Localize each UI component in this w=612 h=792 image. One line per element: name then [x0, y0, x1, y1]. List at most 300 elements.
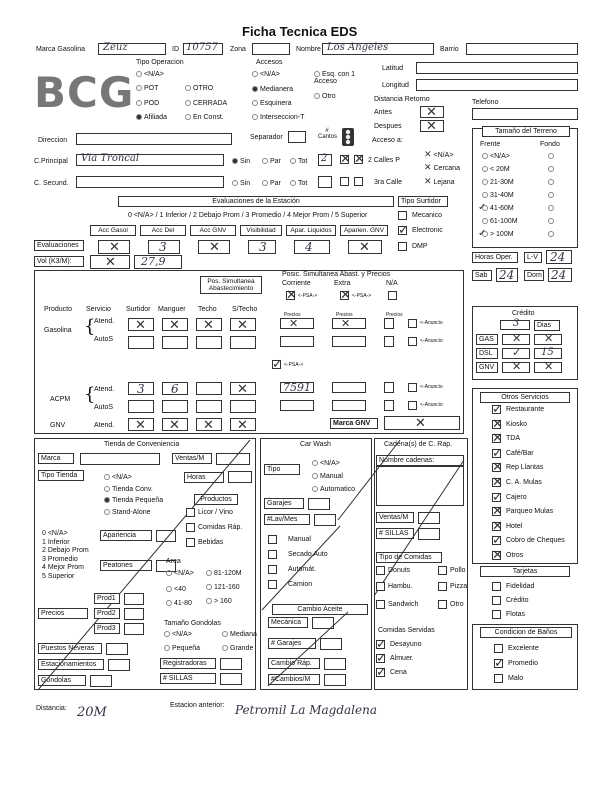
- lv-label: L-V: [524, 252, 542, 263]
- terreno-opt-3[interactable]: 31-40M: [482, 192, 514, 199]
- tarjeta-check-1[interactable]: [492, 596, 501, 605]
- cross-icon: ✕: [203, 418, 214, 433]
- cross-icon: ✕: [289, 317, 299, 330]
- terreno-opt-0[interactable]: <N/A>: [482, 153, 510, 160]
- gas-price-1-2[interactable]: [384, 336, 394, 347]
- acpm-autos-label: AutoS: [94, 404, 114, 411]
- cambio-aceite-title: Cambio Aceite: [272, 604, 368, 615]
- eval-col-4: Apar. Liquidos: [286, 225, 336, 236]
- acceso-esq-un[interactable]: Esq. con 1 Acceso: [314, 71, 356, 85]
- acpm-label: ACPM: [50, 396, 71, 403]
- terreno-opt-6[interactable]: > 100M: [482, 231, 514, 238]
- otros-label-4: Rep Llantas: [506, 464, 544, 472]
- longitud-label: Longitud: [382, 82, 409, 89]
- antes-field[interactable]: ✕: [420, 106, 444, 118]
- tienda-prod-label-1: Comidas Ráp.: [198, 524, 243, 531]
- tienda-tipo-opt-1[interactable]: Tienda Conv.: [104, 486, 153, 493]
- cadena-ventas-label: Ventas/M: [376, 512, 414, 523]
- terreno-opt-5[interactable]: 61-100M: [482, 218, 518, 225]
- comida-check-0[interactable]: [376, 566, 385, 575]
- terreno-fondo-radio-2[interactable]: [548, 179, 556, 186]
- gasolina-brace: {: [84, 316, 96, 337]
- area-opt-4[interactable]: 121-160: [206, 584, 240, 591]
- car-wash-check-label-0: Manual: [288, 536, 311, 543]
- car-wash-opt-2[interactable]: Automatico: [312, 486, 355, 493]
- credito-val-b-0[interactable]: [534, 334, 562, 345]
- evaluaciones-row-label: Evaluaciones: [34, 240, 84, 251]
- mark-icon: ✓: [376, 637, 387, 652]
- tipo-op-otro[interactable]: OTRO: [185, 85, 213, 92]
- acceso-interseccion[interactable]: Interseccion-T: [252, 114, 304, 121]
- eval-col-2: Acc GNV: [190, 225, 236, 236]
- car-wash-tipo-label: Tipo: [264, 464, 300, 475]
- tipo-op-na[interactable]: <N/A>: [136, 71, 164, 78]
- bano-check-2[interactable]: [494, 674, 503, 683]
- acpm-cell-1-2[interactable]: [196, 400, 222, 413]
- terreno-opt-4[interactable]: 41-60M: [482, 205, 514, 212]
- otros-label-6: Cajero: [506, 493, 527, 501]
- otros-label-2: TDA: [506, 435, 520, 443]
- anuncio-check-acpm-1[interactable]: [408, 401, 417, 410]
- tienda-productos-title: Productos: [194, 494, 238, 505]
- cross-icon: ✕: [512, 332, 522, 345]
- via-sin[interactable]: Sin: [232, 158, 250, 165]
- acpm-price-1-0[interactable]: [280, 400, 314, 411]
- acpm-price-0-2[interactable]: [384, 382, 394, 393]
- credito-val-b-2[interactable]: [534, 362, 562, 373]
- comida-check-4[interactable]: [376, 600, 385, 609]
- marca-label: Marca Gasolina: [36, 46, 86, 53]
- tarjeta-check-2[interactable]: [492, 610, 501, 619]
- acpm-cell-1-3[interactable]: [230, 400, 256, 413]
- tienda-prod-check-2[interactable]: [186, 538, 195, 547]
- anuncio-check-acpm-0[interactable]: [408, 383, 417, 392]
- evaluaciones-title: Evaluaciones de la Estación: [118, 196, 394, 207]
- gasolina-atend-label: Atend.: [94, 318, 115, 325]
- gas-cell-0-1[interactable]: [162, 318, 188, 331]
- nombre-field[interactable]: Los Angeles: [322, 43, 434, 55]
- calle-check-1[interactable]: ✕: [340, 152, 351, 167]
- despues-field[interactable]: ✕: [420, 120, 444, 132]
- otros-check-6[interactable]: [492, 489, 503, 505]
- otros-label-3: Café/Bar: [506, 449, 534, 457]
- cantos-label: # Cantos: [318, 128, 338, 140]
- terreno-fondo-radio-5[interactable]: [548, 218, 556, 225]
- gnv-cell-0[interactable]: [128, 418, 154, 431]
- tarjetas-title: Tarjetas: [480, 566, 570, 577]
- credito-dias-field[interactable]: 3: [500, 320, 530, 330]
- anuncio-check-gas-0[interactable]: [408, 319, 417, 328]
- eval-col-3: Visibilidad: [240, 225, 282, 236]
- apariencia-label: Apariencia: [100, 530, 152, 541]
- area-opt-1[interactable]: <40: [166, 586, 186, 593]
- terreno-opt-1[interactable]: < 20M: [482, 166, 510, 173]
- calle-check-2[interactable]: ✕: [354, 152, 365, 167]
- anuncio-label: <-Anuncio: [420, 320, 443, 326]
- credito-val-a-1[interactable]: [502, 348, 530, 359]
- cross-icon: ✕: [237, 382, 248, 397]
- servida-label-1: Almuer.: [390, 655, 414, 662]
- gondola-opt-2[interactable]: Mediana: [222, 631, 257, 638]
- cambio-rap-label: Cambio Ráp.: [268, 658, 320, 669]
- terreno-fondo-radio-1[interactable]: [548, 166, 556, 173]
- psa-corriente-check[interactable]: ✕: [286, 288, 297, 303]
- precios-header-2: Precios: [386, 312, 403, 318]
- gondola-opt-3[interactable]: Grande: [222, 645, 253, 652]
- eval-value-text: 4: [305, 240, 313, 254]
- cross-icon: ✕: [512, 360, 522, 373]
- acceso-opt-cercana[interactable]: ✕ Cercana: [424, 163, 460, 173]
- acceso-a-label: Acceso a:: [372, 137, 403, 144]
- mark-icon: ✕: [492, 504, 503, 520]
- otros-check-7[interactable]: [492, 504, 503, 520]
- via2-par[interactable]: Par: [262, 180, 281, 187]
- surtidor-electronic-label: Electronic: [412, 227, 443, 234]
- antes-label: Antes: [374, 109, 392, 116]
- otros-check-4[interactable]: [492, 460, 503, 476]
- terreno-opt-2[interactable]: 21-30M: [482, 179, 514, 186]
- acceso-opt-na[interactable]: ✕ <N/A>: [424, 150, 454, 160]
- comida-label-3: Pizza: [450, 583, 468, 590]
- cell-value: 6: [171, 382, 179, 396]
- comida-check-3[interactable]: [438, 582, 447, 591]
- c-principal-field[interactable]: Via Troncal: [76, 154, 224, 166]
- gas-cell-1-1[interactable]: [162, 336, 188, 349]
- eval-value-5[interactable]: [348, 240, 382, 254]
- tienda-prod-2: Prod3: [94, 623, 120, 634]
- tot-field[interactable]: 2: [318, 154, 332, 166]
- acpm-psa-check[interactable]: ✓: [272, 357, 283, 372]
- vol-field-2[interactable]: 27,9: [134, 255, 182, 269]
- mark-icon: ✓: [494, 656, 505, 671]
- tamano-gondolas-label: Tamaño Gondolas: [164, 620, 221, 627]
- telefono-label: Telefono: [472, 99, 499, 106]
- cross-icon: ✕: [203, 318, 214, 333]
- gondolas-label: Gondolas: [38, 675, 86, 686]
- terreno-fondo-radio-0[interactable]: [548, 153, 556, 160]
- car-wash-opt-0[interactable]: <N/A>: [312, 460, 340, 467]
- otros-servicios-title: Otros Servicios: [480, 392, 570, 403]
- cross-icon: ✕: [359, 240, 370, 255]
- comida-check-5[interactable]: [438, 600, 447, 609]
- gnv-atend-label: Atend.: [94, 422, 115, 429]
- bano-check-0[interactable]: [494, 644, 503, 653]
- gas-price-1-1[interactable]: [332, 336, 366, 347]
- otros-check-5[interactable]: [492, 475, 503, 490]
- otros-check-10[interactable]: [492, 548, 503, 563]
- eval-col-5: Aparien. GNV: [340, 225, 388, 236]
- acceso-opt-lejana[interactable]: ✕ Lejana: [424, 177, 455, 187]
- acpm-cell-1-1[interactable]: [162, 400, 188, 413]
- otros-check-2[interactable]: [492, 431, 503, 447]
- cross-icon: ✕: [109, 240, 120, 255]
- acceso-esquinera[interactable]: Esquinera: [252, 100, 292, 107]
- registradoras-label: Registradoras: [160, 658, 216, 669]
- acpm-cell-1-0[interactable]: [128, 400, 154, 413]
- otros-check-0[interactable]: [492, 402, 503, 417]
- na-label: N/A: [386, 280, 398, 287]
- servida-check-1[interactable]: [376, 651, 387, 666]
- lav-mes-label: #Lav/Mes: [264, 514, 310, 525]
- acpm-atend-label: Atend.: [94, 386, 115, 393]
- tienda-scale-2: 2 Debajo Prom: [42, 547, 89, 554]
- comida-check-2[interactable]: [376, 582, 385, 591]
- banos-title: Condicion de Baños: [480, 627, 572, 638]
- tienda-prod-field-0[interactable]: [124, 593, 144, 605]
- gas-cell-0-0[interactable]: [128, 318, 154, 331]
- tamano-terreno-title: Tamaño del Terreno: [482, 126, 570, 137]
- acpm-cell-0-2[interactable]: [196, 382, 222, 395]
- tienda-prod-check-0[interactable]: [186, 508, 195, 517]
- fondo-label: Fondo: [540, 141, 560, 148]
- otros-check-8[interactable]: [492, 518, 503, 534]
- tienda-tipo-opt-2[interactable]: Tienda Pequeña: [104, 497, 163, 504]
- mark-icon: ✕: [492, 460, 503, 476]
- acceso-otro[interactable]: Otro: [314, 93, 336, 100]
- gondola-opt-0[interactable]: <N/A>: [164, 631, 192, 638]
- acpm-psa-label: <-PSA->: [284, 362, 304, 368]
- gas-cell-0-3[interactable]: [230, 318, 256, 331]
- n-garajes-label: # Garajes: [268, 638, 316, 649]
- tienda-scale-5: 5 Superior: [42, 572, 75, 580]
- otros-label-10: Otros: [506, 552, 524, 559]
- terreno-fondo-radio-3[interactable]: [548, 192, 556, 199]
- c-principal-label: C.Principal: [34, 158, 68, 165]
- sab-field[interactable]: 24: [496, 268, 518, 282]
- direccion-label: Direccion: [38, 137, 68, 144]
- otros-check-3[interactable]: [492, 445, 503, 461]
- mark-icon: ✕: [492, 475, 503, 490]
- tienda-tipo-opt-3[interactable]: Stand-Alone: [104, 509, 151, 516]
- credito-val-a-2[interactable]: [502, 362, 530, 373]
- area-opt-5[interactable]: > 160: [206, 598, 232, 605]
- tipo-op-cerrada[interactable]: CERRADA: [185, 100, 227, 107]
- eval-value-2[interactable]: [198, 240, 230, 254]
- tipo-comidas-label: Tipo de Comidas: [376, 552, 442, 563]
- acpm-price-0-0[interactable]: [280, 382, 314, 393]
- dom-field[interactable]: 24: [548, 268, 572, 282]
- tienda-tipo-opt-0[interactable]: <N/A>: [104, 474, 132, 481]
- tienda-prod-field-1[interactable]: [124, 608, 144, 620]
- estacion-anterior-field[interactable]: Petromil La Magdalena: [230, 702, 446, 716]
- eval-value-text: 3: [259, 240, 267, 254]
- tipo-op-pod[interactable]: POD: [136, 100, 159, 107]
- tienda-sillas-label: # SILLAS: [160, 673, 216, 684]
- otros-label-0: Restaurante: [506, 406, 545, 413]
- gnv-cell-2[interactable]: [196, 418, 222, 431]
- prod-col-5: S/Techo: [232, 306, 258, 313]
- cell-value: 3: [137, 382, 145, 396]
- cambios-m-label: #Cambios/M: [268, 674, 320, 685]
- posic-title: Posic. Simultanea Abast. y Precios: [282, 271, 391, 278]
- otros-label-8: Hotel: [506, 522, 523, 530]
- credito-dias-label: Dias: [534, 320, 560, 331]
- terreno-fondo-radio-4[interactable]: [548, 205, 556, 212]
- gas-cell-0-2[interactable]: [196, 318, 222, 331]
- prod-col-4: Techo: [198, 306, 217, 313]
- via-par[interactable]: Par: [262, 158, 281, 165]
- tienda-prod-field-2[interactable]: [124, 623, 144, 635]
- tarjeta-label-0: Fidelidad: [506, 583, 535, 590]
- barrio-label: Barrio: [440, 46, 459, 53]
- prod-col-1: Servicio: [86, 306, 111, 313]
- mark-icon: ✓: [492, 402, 503, 417]
- id-field[interactable]: 10757: [183, 43, 223, 55]
- gas-price-0-1[interactable]: [332, 318, 366, 329]
- gas-price-0-2[interactable]: [384, 318, 394, 329]
- tipo-op-pot[interactable]: POT: [136, 85, 158, 92]
- credito-val-a-0[interactable]: [502, 334, 530, 345]
- psa-corriente-label: <-PSA->: [298, 293, 318, 299]
- car-wash-check-label-2: Automát.: [288, 566, 317, 573]
- area-label: Area: [166, 558, 181, 565]
- area-opt-3[interactable]: 81-120M: [206, 570, 242, 577]
- acceso-medianera[interactable]: Medianera: [252, 86, 293, 93]
- eval-value-4[interactable]: [294, 240, 330, 254]
- vol-label: Vol (K3/M):: [34, 256, 84, 267]
- tipo-tienda-label: Tipo Tienda: [38, 470, 84, 481]
- garajes-label: Garajes: [264, 498, 304, 509]
- car-wash-check-2[interactable]: [268, 565, 277, 574]
- lv-field[interactable]: 24: [546, 250, 572, 264]
- anuncio-check-gas-1[interactable]: [408, 337, 417, 346]
- acpm-cell-0-1[interactable]: [162, 382, 188, 395]
- cross-icon: ✕: [544, 332, 554, 345]
- via2-sin[interactable]: Sin: [232, 180, 250, 187]
- separador-label: Separador: [250, 134, 283, 141]
- acpm-cell-0-0[interactable]: [128, 382, 154, 395]
- tarjeta-label-1: Crédito: [506, 597, 529, 604]
- tienda-title: Tienda de Conveniencia: [104, 441, 180, 448]
- despues-label: Despues: [374, 123, 402, 130]
- comida-label-0: Donuts: [388, 567, 411, 574]
- otros-check-1[interactable]: [492, 416, 503, 432]
- gnv-cell-3[interactable]: [230, 418, 256, 431]
- servida-check-0[interactable]: [376, 637, 387, 652]
- gas-cell-1-3[interactable]: [230, 336, 256, 349]
- area-opt-0[interactable]: <N/A>: [166, 570, 194, 577]
- marca-gnv-label: Marca GNV: [330, 418, 378, 429]
- eval-value-3[interactable]: [248, 240, 276, 254]
- acpm-brace: {: [84, 384, 96, 405]
- via2-tot[interactable]: Tot: [290, 180, 307, 187]
- anuncio-label: <-Anuncio: [420, 402, 443, 408]
- credito-title: Crédito: [512, 310, 535, 317]
- car-wash-check-1[interactable]: [268, 550, 277, 559]
- distancia-label: Distancia:: [36, 705, 67, 712]
- comida-label-1: Pollo: [450, 567, 466, 574]
- mark-icon: ✓: [492, 489, 503, 505]
- eval-value-text: 3: [159, 240, 167, 254]
- tienda-scale-4: 4 Mejor Prom: [42, 564, 85, 571]
- gas-price-1-0[interactable]: [280, 336, 314, 347]
- latitud-label: Latitud: [382, 65, 404, 72]
- area-opt-2[interactable]: 41-80: [166, 600, 192, 607]
- tienda-precios-label: Precios: [38, 608, 88, 619]
- tienda-prod-check-1[interactable]: [186, 523, 195, 532]
- marca-field[interactable]: Zeuz: [98, 43, 166, 55]
- gas-cell-1-2[interactable]: [196, 336, 222, 349]
- distancia-field[interactable]: 20M: [72, 704, 168, 718]
- terreno-fondo-radio-6[interactable]: [548, 231, 556, 238]
- comida-label-5: Otro: [450, 601, 464, 608]
- surtidor-electronic-check[interactable]: ✓: [398, 223, 409, 238]
- mark-icon: ✕: [492, 548, 503, 563]
- gasolina-autos-label: AutoS: [94, 336, 114, 343]
- car-wash-opt-1[interactable]: Manual: [312, 473, 343, 480]
- anuncio-label: <-Anuncio: [420, 338, 443, 344]
- comida-label-2: Hambu.: [388, 583, 413, 590]
- gondola-opt-1[interactable]: Pequeña: [164, 645, 200, 652]
- bcg-logo: BCG: [34, 68, 135, 117]
- car-wash-check-0[interactable]: [268, 535, 277, 544]
- acpm-cell-0-3[interactable]: [230, 382, 256, 395]
- credito-row-1: DSL: [476, 348, 498, 359]
- tipo-surtidor-title: Tipo Surtidor: [398, 196, 448, 207]
- acceso-na[interactable]: <N/A>: [252, 71, 280, 78]
- c-secund-label: C. Secund.: [34, 180, 69, 187]
- mark-icon: ✓: [376, 651, 387, 666]
- eval-value-0[interactable]: [98, 240, 130, 254]
- gas-price-0-0[interactable]: [280, 318, 314, 329]
- cross-icon: ✕: [169, 318, 180, 333]
- tienda-scale-1: 1 Inferior: [42, 538, 70, 546]
- price-value: 7591: [283, 381, 311, 394]
- credito-row-2: GNV: [476, 362, 498, 373]
- tienda-scale-3: 3 Promedio: [42, 555, 78, 563]
- cadena-sillas-label: # SILLAS: [376, 528, 414, 539]
- servida-check-2[interactable]: [376, 665, 387, 680]
- acpm-price-1-2[interactable]: [384, 400, 394, 411]
- credito-val-b-1[interactable]: [534, 348, 562, 359]
- credito-row-0: GAS: [476, 334, 498, 345]
- anuncio-label: <-Anuncio: [420, 384, 443, 390]
- gnv-cell-1[interactable]: [162, 418, 188, 431]
- mark-icon: ✕: [492, 416, 503, 432]
- otros-label-1: Kiosko: [506, 420, 528, 428]
- credito-dsl-value: 15: [541, 347, 554, 358]
- extra-label: Extra: [334, 280, 351, 287]
- tarjeta-label-2: Flotas: [506, 611, 526, 618]
- estacionamientos-label: Estacionamientos: [38, 659, 104, 670]
- mark-icon: ✕: [492, 431, 503, 447]
- dom-label: Dom: [524, 270, 544, 281]
- gas-cell-1-0[interactable]: [128, 336, 154, 349]
- psa-extra-check[interactable]: ✕: [340, 288, 351, 303]
- mark-icon: ✓: [376, 665, 387, 680]
- tarjeta-check-0[interactable]: [492, 582, 501, 591]
- otros-check-9[interactable]: [492, 533, 503, 549]
- via-tot[interactable]: Tot: [290, 158, 307, 165]
- precios-header-1: Precios: [336, 312, 353, 318]
- acpm-price-0-1[interactable]: [332, 382, 366, 393]
- eval-value-1[interactable]: [148, 240, 180, 254]
- car-wash-check-3[interactable]: [268, 580, 277, 589]
- acpm-price-1-1[interactable]: [332, 400, 366, 411]
- cross-icon: ✕: [341, 317, 351, 330]
- cross-icon: ✕: [237, 318, 248, 333]
- eval-col-1: Acc Del: [140, 225, 186, 236]
- nombre-label: Nombre: [296, 46, 321, 53]
- comida-check-1[interactable]: [438, 566, 447, 575]
- tipo-op-afiliada[interactable]: Afiliada: [136, 114, 167, 121]
- bano-check-1[interactable]: [494, 656, 505, 671]
- bano-label-0: Excelente: [508, 645, 539, 652]
- tipo-op-en-const[interactable]: En Const.: [185, 114, 224, 121]
- marca-gnv-field[interactable]: ✕: [384, 416, 460, 430]
- car-wash-check-label-1: Secado Auto: [288, 551, 328, 558]
- vol-field-1[interactable]: ✕: [90, 255, 130, 269]
